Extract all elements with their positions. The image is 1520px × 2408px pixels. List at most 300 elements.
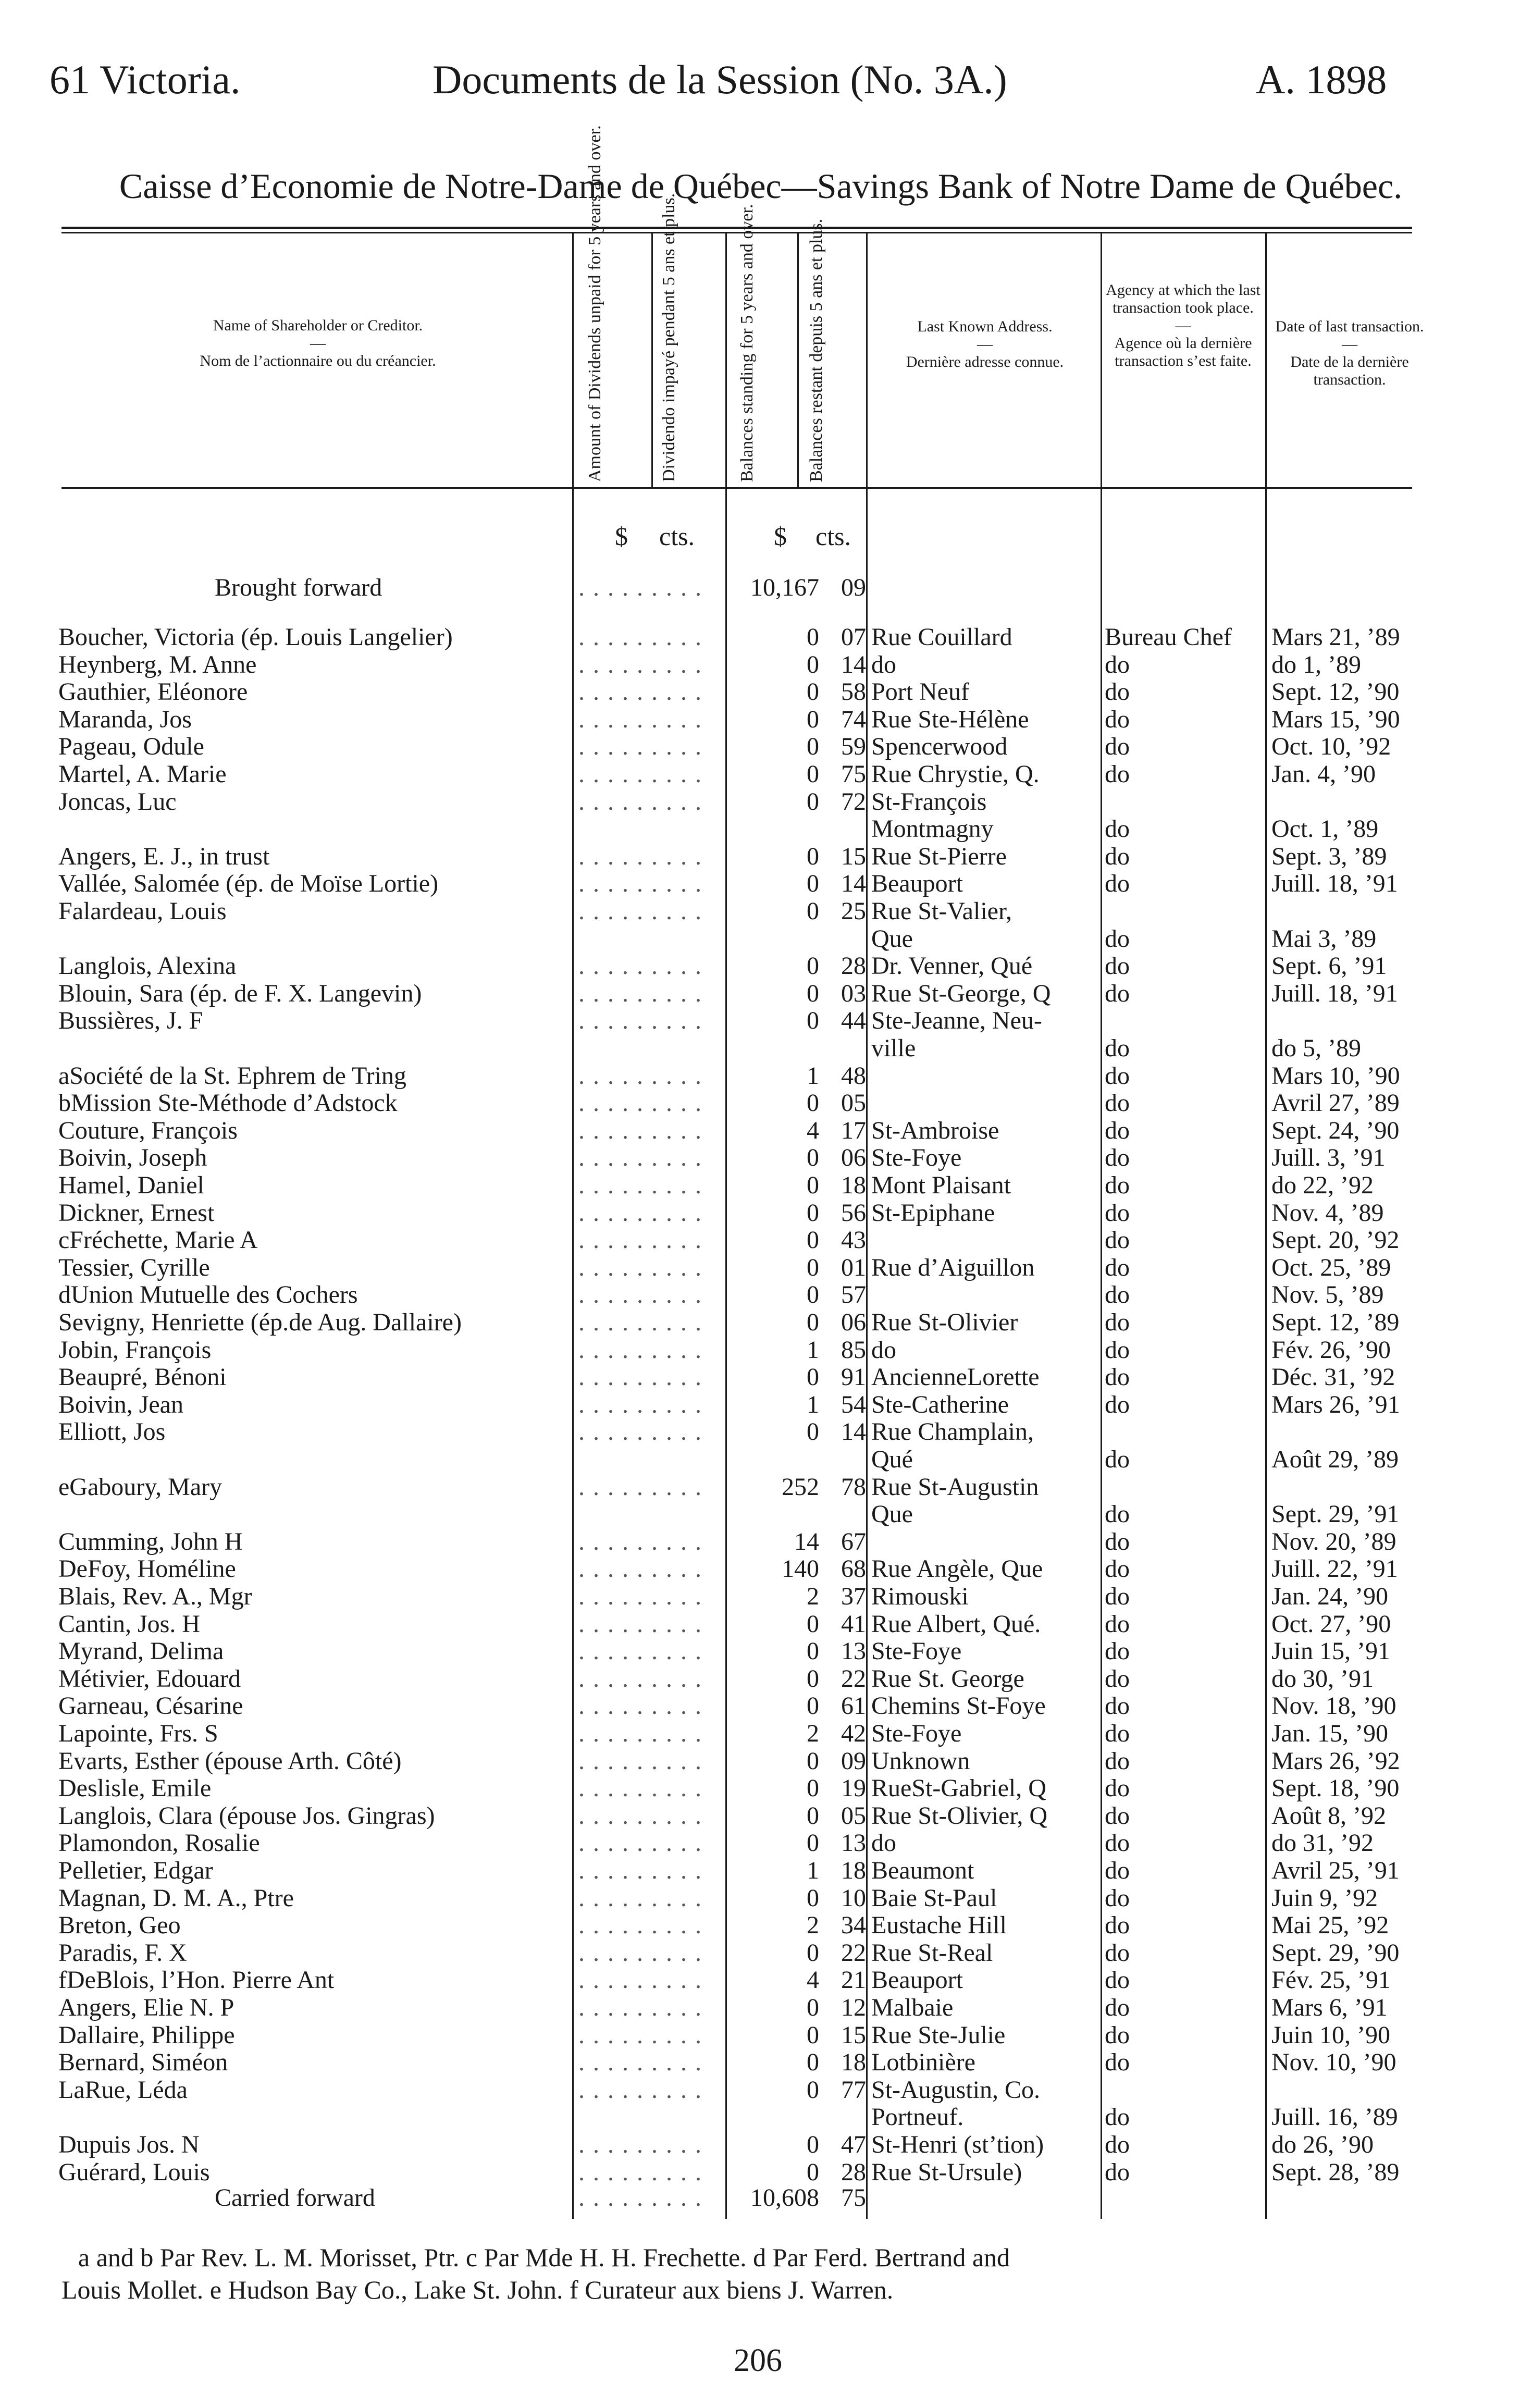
last-known-address: Rue St-George, Q	[871, 980, 1051, 1007]
balance-dollars: 2	[807, 1720, 819, 1747]
balance-dollars: 0	[807, 2076, 819, 2104]
balance-dollars: 4	[807, 1117, 819, 1144]
balance-cents: 19	[841, 1774, 866, 1802]
column-divider	[797, 233, 799, 487]
balance-cents: 56	[841, 1199, 866, 1227]
table-row	[0, 1747, 1520, 1774]
table-row	[0, 787, 1520, 814]
balance-cents: 05	[841, 1802, 866, 1830]
column-header-date-en: Date of last transaction.	[1275, 318, 1424, 335]
balance-dollars: 4	[807, 1966, 819, 1994]
balance-amount	[730, 2103, 866, 2131]
table-row	[0, 842, 1520, 869]
table-row	[0, 760, 1520, 787]
balance-dollars: 0	[807, 1226, 819, 1254]
balance-cents: 42	[841, 1720, 866, 1747]
last-known-address: Qué	[871, 1446, 913, 1473]
last-transaction-date: Mars 6, ’91	[1271, 1994, 1388, 2021]
balance-amount	[730, 1884, 866, 1912]
balance-dollars: 0	[807, 1994, 819, 2021]
balance-amount	[730, 2076, 866, 2104]
balance-cents: 14	[841, 1418, 866, 1446]
creditor-name: Boivin, Jean	[58, 1391, 183, 1418]
last-known-address: Rue St-Pierre	[871, 843, 1007, 870]
creditor-name: Pageau, Odule	[58, 733, 204, 760]
last-transaction-date: Sept. 28, ’89	[1271, 2158, 1400, 2186]
table-row	[0, 1226, 1520, 1253]
balance-dollars: 0	[807, 1884, 819, 1912]
last-transaction-date: Mars 26, ’91	[1271, 1391, 1400, 1418]
unpaid-dividend-leader: . . . . . . . . .	[578, 1747, 702, 1775]
transaction-agency: do	[1105, 952, 1130, 980]
header-bottom-rule	[61, 487, 1412, 489]
balance-dollars: 2	[807, 1911, 819, 1939]
creditor-name: Langlois, Clara (épouse Jos. Gingras)	[58, 1802, 435, 1830]
creditor-name: Plamondon, Rosalie	[58, 1829, 260, 1857]
balance-dollars: 0	[807, 843, 819, 870]
last-known-address: Rue St-Real	[871, 1939, 993, 1967]
creditor-name: Beaupré, Bénoni	[58, 1363, 227, 1391]
last-known-address: Rue St-Ursule)	[871, 2158, 1022, 2186]
transaction-agency: do	[1105, 1336, 1130, 1364]
balance-amount	[730, 1363, 866, 1391]
unpaid-dividend-leader: . . . . . . . . .	[578, 1144, 702, 1171]
balance-cents: 09	[841, 1747, 866, 1775]
column-header-dash: —	[977, 336, 993, 353]
balance-dollars: 2	[807, 1583, 819, 1610]
unpaid-dividend-leader: . . . . . . . . .	[578, 1994, 702, 2021]
balance-cents: 18	[841, 1171, 866, 1199]
transaction-agency: do	[1105, 1089, 1130, 1117]
last-transaction-date: Mars 10, ’90	[1271, 1062, 1400, 1090]
transaction-agency: do	[1105, 1254, 1130, 1281]
last-known-address: do	[871, 651, 896, 678]
last-known-address: ville	[871, 1034, 916, 1062]
balance-dollars: 0	[807, 1747, 819, 1775]
column-header-name-en: Name of Shareholder or Creditor.	[213, 317, 423, 334]
unpaid-dividend-leader: . . . . . . . . .	[578, 870, 702, 897]
table-row	[0, 979, 1520, 1006]
balance-amount	[730, 842, 866, 871]
table-row	[0, 2103, 1520, 2130]
creditor-name: Cumming, John H	[58, 1528, 243, 1555]
balance-cents: 91	[841, 1363, 866, 1391]
transaction-agency: do	[1105, 733, 1130, 760]
column-header-balances-en-text: Balances standing for 5 years and over.	[737, 204, 757, 482]
balance-amount	[730, 1664, 866, 1693]
last-transaction-date: Oct. 1, ’89	[1271, 815, 1379, 843]
balance-cents: 85	[841, 1336, 866, 1364]
column-header-date-fr: Date de la dernière transaction.	[1290, 353, 1409, 388]
unpaid-dividend-leader: . . . . . . . . .	[578, 1281, 702, 1308]
last-transaction-date: Nov. 4, ’89	[1271, 1199, 1384, 1227]
balance-cents: 22	[841, 1665, 866, 1693]
creditor-name: Carried forward	[215, 2184, 375, 2212]
table-row	[0, 1061, 1520, 1089]
footnote-line-1: a and b Par Rev. L. M. Morisset, Ptr. c Par Mde H. H. Frechette. d Par Ferd. Bertrand and	[78, 2243, 1010, 2272]
balance-dollars: 0	[807, 1637, 819, 1665]
unpaid-dividend-leader: . . . . . . . . .	[578, 1583, 702, 1610]
last-known-address: Rue Ste-Julie	[871, 2021, 1006, 2049]
balance-amount	[730, 1691, 866, 1720]
last-known-address: Rimouski	[871, 1583, 969, 1610]
transaction-agency: do	[1105, 1966, 1130, 1994]
last-known-address: do	[871, 1336, 896, 1364]
balance-amount	[730, 1582, 866, 1611]
balance-dollars: 0	[807, 1610, 819, 1638]
column-header-balances-en	[736, 204, 759, 482]
balance-dollars: 0	[807, 1418, 819, 1446]
creditor-name: Couture, François	[58, 1117, 238, 1144]
last-known-address: Rue Albert, Qué.	[871, 1610, 1041, 1638]
header-year: A. 1898	[1256, 57, 1387, 102]
last-transaction-date: Jan. 24, ’90	[1271, 1583, 1388, 1610]
last-transaction-date: do 5, ’89	[1271, 1034, 1361, 1062]
last-transaction-date: Mars 21, ’89	[1271, 623, 1400, 651]
transaction-agency: do	[1105, 1391, 1130, 1418]
unpaid-dividend-leader: . . . . . . . . .	[578, 1555, 702, 1583]
unpaid-dividend-leader: . . . . . . . . .	[578, 1802, 702, 1830]
transaction-agency: Bureau Chef	[1105, 623, 1232, 651]
unpaid-dividend-leader: . . . . . . . . .	[578, 1528, 702, 1555]
balance-amount	[730, 1801, 866, 1830]
table-row	[0, 1390, 1520, 1417]
last-known-address: RueSt-Gabriel, Q	[871, 1774, 1046, 1802]
balance-cents: 03	[841, 980, 866, 1007]
creditor-name: Magnan, D. M. A., Ptre	[58, 1884, 294, 1912]
balance-dollars: 0	[807, 2048, 819, 2076]
balance-dollars: 0	[807, 2131, 819, 2158]
last-transaction-date: Juin 15, ’91	[1271, 1637, 1390, 1665]
balance-cents: 14	[841, 651, 866, 678]
last-transaction-date: Sept. 20, ’92	[1271, 1226, 1400, 1254]
transaction-agency: do	[1105, 1062, 1130, 1090]
balance-amount	[730, 2183, 866, 2212]
table-row	[0, 1966, 1520, 1993]
unpaid-dividend-leader: . . . . . . . . .	[578, 760, 702, 788]
balances-cents-unit: cts.	[815, 522, 851, 551]
table-row	[0, 1719, 1520, 1746]
balance-cents: 25	[841, 897, 866, 925]
unpaid-dividend-leader: . . . . . . . . .	[578, 1473, 702, 1501]
balance-dollars: 0	[807, 1363, 819, 1391]
balance-cents: 06	[841, 1308, 866, 1336]
balance-dollars: 14	[794, 1528, 819, 1555]
creditor-name: Blais, Rev. A., Mgr	[58, 1583, 252, 1610]
last-known-address: Spencerwood	[871, 733, 1008, 760]
column-header-dividends-en	[584, 125, 607, 482]
column-header-balances-fr	[805, 219, 828, 482]
balance-amount	[730, 1034, 866, 1063]
last-known-address: Dr. Venner, Qué	[871, 952, 1033, 980]
balance-amount	[730, 573, 866, 602]
table-row	[0, 732, 1520, 759]
page-title: Caisse d’Economie de Notre-Dame de Québec—Savings Bank of Notre Dame de Québec.	[119, 166, 1403, 206]
creditor-name: Tessier, Cyrille	[58, 1254, 210, 1281]
balance-amount	[730, 1911, 866, 1940]
last-known-address: Ste-Foye	[871, 1144, 962, 1171]
table-row	[0, 1199, 1520, 1226]
column-header-dash: —	[1175, 317, 1191, 334]
balance-dollars: 252	[782, 1473, 819, 1501]
balance-cents: 44	[841, 1007, 866, 1034]
transaction-agency: do	[1105, 1720, 1130, 1747]
transaction-agency: do	[1105, 1884, 1130, 1912]
last-known-address: Rue Angèle, Que	[871, 1555, 1043, 1583]
creditor-name: Angers, E. J., in trust	[58, 843, 270, 870]
transaction-agency: do	[1105, 1500, 1130, 1528]
transaction-agency: do	[1105, 760, 1130, 788]
table-row	[0, 1417, 1520, 1444]
balance-dollars: 0	[807, 1802, 819, 1830]
last-known-address: Beaumont	[871, 1857, 974, 1884]
balance-amount	[730, 1938, 866, 1967]
creditor-name: Brought forward	[215, 574, 382, 601]
last-transaction-date: do 1, ’89	[1271, 651, 1361, 678]
last-known-address: Rue St-Valier,	[871, 897, 1012, 925]
column-divider	[651, 233, 653, 487]
unpaid-dividend-leader: . . . . . . . . .	[578, 2158, 702, 2186]
balance-dollars: 1	[807, 1062, 819, 1090]
balance-dollars: 0	[807, 788, 819, 816]
creditor-name: cFréchette, Marie A	[58, 1226, 258, 1254]
transaction-agency: do	[1105, 870, 1130, 897]
table-row	[0, 1884, 1520, 1911]
balance-cents: 75	[841, 760, 866, 788]
balance-amount	[730, 1417, 866, 1446]
transaction-agency: do	[1105, 1774, 1130, 1802]
last-transaction-date: Mars 26, ’92	[1271, 1747, 1400, 1775]
balance-cents: 09	[841, 574, 866, 601]
table-row	[0, 2158, 1520, 2185]
last-transaction-date: do 30, ’91	[1271, 1665, 1374, 1693]
unpaid-dividend-leader: . . . . . . . . .	[578, 1774, 702, 1802]
last-transaction-date: Fév. 25, ’91	[1271, 1966, 1391, 1994]
last-known-address: Lotbinière	[871, 2048, 975, 2076]
unpaid-dividend-leader: . . . . . . . . .	[578, 980, 702, 1007]
creditor-name: Bussières, J. F	[58, 1007, 203, 1034]
transaction-agency: do	[1105, 1171, 1130, 1199]
balance-dollars: 0	[807, 2158, 819, 2186]
unpaid-dividend-leader: . . . . . . . . .	[578, 574, 702, 601]
balance-cents: 59	[841, 733, 866, 760]
balance-cents: 28	[841, 952, 866, 980]
balance-amount	[730, 1061, 866, 1090]
transaction-agency: do	[1105, 1583, 1130, 1610]
transaction-agency: do	[1105, 1034, 1130, 1062]
balance-cents: 28	[841, 2158, 866, 2186]
last-transaction-date: Sept. 3, ’89	[1271, 843, 1387, 870]
balance-amount	[730, 952, 866, 980]
balance-dollars: 0	[807, 1199, 819, 1227]
table-row	[0, 1006, 1520, 1033]
balance-dollars: 0	[807, 980, 819, 1007]
balance-dollars: 10,608	[750, 2184, 819, 2212]
balance-cents: 13	[841, 1637, 866, 1665]
table-row	[0, 952, 1520, 979]
unpaid-dividend-leader: . . . . . . . . .	[578, 2076, 702, 2104]
transaction-agency: do	[1105, 678, 1130, 706]
balance-amount	[730, 1829, 866, 1857]
balance-dollars: 0	[807, 952, 819, 980]
unpaid-dividend-leader: . . . . . . . . .	[578, 788, 702, 816]
last-transaction-date: Oct. 27, ’90	[1271, 1610, 1391, 1638]
table-row	[0, 1116, 1520, 1143]
balance-dollars: 0	[807, 1939, 819, 1967]
balance-amount	[730, 1226, 866, 1254]
balance-cents: 48	[841, 1062, 866, 1090]
table-row	[0, 1336, 1520, 1363]
balance-dollars: 140	[782, 1555, 819, 1583]
table-row	[0, 1801, 1520, 1829]
creditor-name: Jobin, François	[58, 1336, 212, 1364]
creditor-name: Joncas, Luc	[58, 788, 177, 816]
creditor-name: Maranda, Jos	[58, 706, 192, 733]
last-known-address: Que	[871, 925, 913, 953]
balance-amount	[730, 1199, 866, 1227]
unpaid-dividend-leader: . . . . . . . . .	[578, 623, 702, 651]
dividends-cents-unit: cts.	[659, 522, 695, 551]
transaction-agency: do	[1105, 1939, 1130, 1967]
balance-cents: 15	[841, 2021, 866, 2049]
last-transaction-date: Nov. 10, ’90	[1271, 2048, 1397, 2076]
table-row	[0, 1253, 1520, 1280]
creditor-name: Métivier, Edouard	[58, 1665, 241, 1693]
last-known-address: Beauport	[871, 870, 963, 897]
column-header-date	[1269, 318, 1430, 389]
balance-cents: 34	[841, 1911, 866, 1939]
balance-amount	[730, 2130, 866, 2159]
unpaid-dividend-leader: . . . . . . . . .	[578, 2021, 702, 2049]
creditor-name: Vallée, Salomée (ép. de Moïse Lortie)	[58, 870, 439, 897]
creditor-name: Paradis, F. X	[58, 1939, 187, 1967]
table-row	[0, 1554, 1520, 1582]
column-header-balances-fr-text: Balances restant depuis 5 ans et plus.	[807, 218, 826, 482]
table-row	[0, 1664, 1520, 1691]
balance-cents: 13	[841, 1829, 866, 1857]
last-transaction-date: Sept. 29, ’91	[1271, 1500, 1400, 1528]
last-transaction-date: do 26, ’90	[1271, 2131, 1374, 2158]
header-session-year: 61 Victoria.	[50, 57, 241, 102]
last-known-address: St-Ambroise	[871, 1117, 999, 1144]
last-known-address: do	[871, 1829, 896, 1857]
column-header-dash: —	[1342, 336, 1357, 353]
balance-dollars: 0	[807, 897, 819, 925]
table-row	[0, 1637, 1520, 1664]
unpaid-dividend-leader: . . . . . . . . .	[578, 651, 702, 678]
table-row	[0, 1582, 1520, 1609]
transaction-agency: do	[1105, 1117, 1130, 1144]
unpaid-dividend-leader: . . . . . . . . .	[578, 1939, 702, 1967]
balance-cents: 41	[841, 1610, 866, 1638]
last-transaction-date: Avril 27, ’89	[1271, 1089, 1400, 1117]
balance-cents: 22	[841, 1939, 866, 1967]
balance-amount	[730, 2048, 866, 2077]
last-known-address: St-Henri (st’tion)	[871, 2131, 1044, 2158]
creditor-name: Breton, Geo	[58, 1911, 181, 1939]
balance-amount	[730, 1527, 866, 1556]
balance-amount	[730, 2021, 866, 2049]
last-known-address: Ste-Foye	[871, 1637, 962, 1665]
table-row	[0, 1774, 1520, 1801]
creditor-name: Bernard, Siméon	[58, 2048, 228, 2076]
last-transaction-date: Sept. 6, ’91	[1271, 952, 1387, 980]
balance-amount	[730, 869, 866, 898]
transaction-agency: do	[1105, 2103, 1130, 2131]
table-row	[0, 1473, 1520, 1500]
unpaid-dividend-leader: . . . . . . . . .	[578, 2048, 702, 2076]
table-row	[0, 2076, 1520, 2103]
creditor-name: eGaboury, Mary	[58, 1473, 223, 1501]
table-row	[0, 814, 1520, 842]
column-header-name	[120, 317, 516, 370]
unpaid-dividend-leader: . . . . . . . . .	[578, 843, 702, 870]
table-row	[0, 1938, 1520, 1966]
last-transaction-date: Nov. 5, ’89	[1271, 1281, 1384, 1308]
last-transaction-date: Juill. 18, ’91	[1271, 870, 1398, 897]
transaction-agency: do	[1105, 815, 1130, 843]
creditor-name: Martel, A. Marie	[58, 760, 227, 788]
unpaid-dividend-leader: . . . . . . . . .	[578, 952, 702, 980]
creditor-name: Blouin, Sara (ép. de F. X. Langevin)	[58, 980, 422, 1007]
unpaid-dividend-leader: . . . . . . . . .	[578, 1254, 702, 1281]
transaction-agency: do	[1105, 1802, 1130, 1830]
creditor-name: Langlois, Alexina	[58, 952, 237, 980]
creditor-name: Gauthier, Eléonore	[58, 678, 248, 706]
creditor-name: Angers, Elie N. P	[58, 1994, 234, 2021]
balance-dollars: 0	[807, 1171, 819, 1199]
table-row	[0, 1911, 1520, 1938]
table-row	[0, 1143, 1520, 1170]
balance-amount	[730, 1637, 866, 1665]
creditor-name: Guérard, Louis	[58, 2158, 210, 2186]
transaction-agency: do	[1105, 1610, 1130, 1638]
last-known-address: St-Augustin, Co.	[871, 2076, 1041, 2104]
balance-dollars: 0	[807, 1089, 819, 1117]
table-row	[0, 1856, 1520, 1883]
balance-cents: 18	[841, 2048, 866, 2076]
last-known-address: Ste-Catherine	[871, 1391, 1009, 1418]
transaction-agency: do	[1105, 1994, 1130, 2021]
balance-amount	[730, 1253, 866, 1282]
balance-cents: 75	[841, 2184, 866, 2212]
last-transaction-date: Sept. 18, ’90	[1271, 1774, 1400, 1802]
creditor-name: Evarts, Esther (épouse Arth. Côté)	[58, 1747, 402, 1775]
transaction-agency: do	[1105, 2048, 1130, 2076]
balance-dollars: 0	[807, 1144, 819, 1171]
balance-cents: 17	[841, 1117, 866, 1144]
last-transaction-date: Mai 3, ’89	[1271, 925, 1377, 953]
last-known-address: Ste-Foye	[871, 1720, 962, 1747]
balance-amount	[730, 979, 866, 1008]
balances-dollar-unit: $	[774, 522, 787, 551]
transaction-agency: do	[1105, 651, 1130, 678]
last-known-address: Rue Couillard	[871, 623, 1012, 651]
balance-dollars: 0	[807, 1692, 819, 1720]
balance-cents: 07	[841, 623, 866, 651]
column-header-address-en: Last Known Address.	[917, 318, 1053, 335]
unpaid-dividend-leader: . . . . . . . . .	[578, 706, 702, 733]
last-known-address: Port Neuf	[871, 678, 969, 706]
balance-dollars: 0	[807, 2021, 819, 2049]
page-number: 206	[734, 2343, 782, 2378]
balance-cents: 37	[841, 1583, 866, 1610]
unpaid-dividend-leader: . . . . . . . . .	[578, 733, 702, 760]
transaction-agency: do	[1105, 1226, 1130, 1254]
creditor-name: Elliott, Jos	[58, 1418, 166, 1446]
table-row	[0, 705, 1520, 732]
balance-dollars: 0	[807, 733, 819, 760]
